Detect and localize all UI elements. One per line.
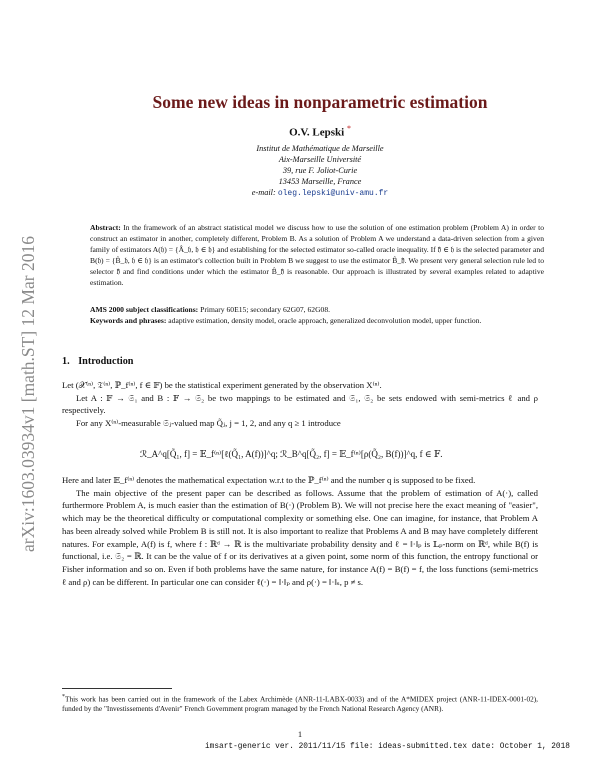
paper-title: Some new ideas in nonparametric estimation — [152, 92, 488, 112]
paragraph: Here and later 𝔼_f⁽ⁿ⁾ denotes the mathematical expectation w.r.t to the ℙ_f⁽ⁿ⁾ and the number q is supposed to be fixed. — [62, 475, 476, 485]
footnote — [62, 692, 538, 714]
abstract — [90, 223, 544, 288]
author-name — [60, 124, 580, 139]
email-line — [60, 187, 580, 199]
affiliation-line: 13453 Marseille, France — [278, 177, 362, 186]
arxiv-id-text: arXiv:1603.03934v1 [math.ST] 12 Mar 2016 — [18, 236, 38, 552]
footnote-text: This work has been carried out in the framework of the Labex Archimède (ANR-11-LABX-0033) and of the A*MIDEX project (ANR-11-IDEX-0001-02), funded by the "Investissements d'Avenir" French Government program managed by the French National Research Agency (ANR). — [62, 694, 538, 714]
ams-label: AMS 2000 subject classifications: — [90, 305, 199, 314]
intro-paragraphs-bottom — [62, 474, 538, 588]
affiliation-line: 39, rue F. Joliot-Curie — [282, 166, 358, 175]
affiliation-line: Institut de Mathématique de Marseille — [256, 144, 384, 153]
classification-block — [90, 305, 544, 327]
paragraph: Let A : 𝔽 → 𝔖₁ and B : 𝔽 → 𝔖₂ be two mappings to be estimated and 𝔖₁, 𝔖₂ be sets endowed with semi-metrics ℓ and ρ respectively. — [62, 392, 538, 416]
keywords — [90, 316, 544, 327]
imsart-footer: imsart-generic ver. 2011/11/15 file: ideas-submitted.tex date: October 1, 2018 — [205, 743, 570, 751]
keywords-text: adaptive estimation, density model, oracle approach, generalized deconvolution model, upper function. — [168, 315, 482, 325]
section-heading — [62, 356, 133, 367]
email-link[interactable]: oleg.lepski@univ-amu.fr — [277, 189, 389, 198]
footnote-mark: * — [62, 694, 65, 700]
intro-paragraphs-top — [62, 379, 538, 430]
abstract-label: Abstract: — [90, 223, 121, 232]
arxiv-identifier — [8, 176, 44, 612]
affiliation-line: Aix-Marseille Université — [278, 155, 362, 164]
paragraph: The main objective of the present paper can be described as follows. Assume that the problem of estimation of A(·), called furthermore Problem A, is much easier than the estimation of B(·) (Problem B). We will not precise here the exact meaning of "easier", which may be the theoretical difficulty or computational complexity or something else. One can imagine, for instance, that Problem A has been already solved while Problem B is still not. It is also important to realize that Problems A and B may have completely different natures. For example, A(f) is f, where f : ℝᵈ → ℝ is the multivariate probability density and ℓ = ‖·‖ₚ is 𝕃ₚ-norm on ℝᵈ, while B(f) is functional, i.e. 𝔖₂ = ℝ. It can be the value of f or its derivatives at a given point, some norm of this function, the entropy functional or Fisher information and so on. Even if both problems have the same nature, for instance A(f) = B(f) = f, the loss functions (semi-metrics ℓ and ρ) can be different. In particular one can consider ℓ(·) = ‖·‖ₚ and ρ(·) = ‖·‖ₛ, p ≠ s. — [62, 487, 538, 587]
ams-text: Primary 60E15; secondary 62G07, 62G08. — [200, 305, 331, 314]
abstract-text: In the framework of an abstract statistical model we discuss how to use the solution of one estimation problem (Problem A) in order to construct an estimator in another, completely different, Problem B. As a solution of Problem A we understand a data-driven selection from a given family of estimators A(𝔥) = {Â_𝔥, 𝔥 ∈ 𝔥} and establishing for the selected estimator so-called oracle inequality. If 𝔥̂ ∈ 𝔥 is the selected parameter and B(𝔥) = {B̂_𝔥, 𝔥 ∈ 𝔥} is an estimator's collection built in Problem B we suggest to use the estimator B̂_𝔥̂. We present very general selection rule led to selector 𝔥̂ and find conditions under which the estimator B̂_𝔥̂ is reasonable. Our approach is illustrated by several examples related to adaptive estimation. — [90, 223, 544, 287]
display-equation: ℛ_A^q[Q̃₁, f] = 𝔼_f⁽ⁿ⁾[ℓ(Q̃₁, A(f))]^q; ℛ_B^q[Q̃₂, f] = 𝔼_f⁽ⁿ⁾[ρ(Q̃₂, B(f))]^q, f ∈ 𝔽. — [140, 449, 443, 459]
page-number: 1 — [297, 729, 303, 739]
paragraph: Let (𝒳⁽ⁿ⁾, 𝔗⁽ⁿ⁾, ℙ_f⁽ⁿ⁾, f ∈ 𝔽) be the statistical experiment generated by the observation X⁽ⁿ⁾. — [62, 380, 382, 390]
ams-classification — [90, 305, 544, 316]
author-text: O.V. Lepski — [289, 126, 345, 139]
section-number: 1. — [62, 356, 70, 367]
keywords-label: Keywords and phrases: — [90, 315, 167, 325]
email-label: e-mail: — [251, 188, 276, 197]
author-footnote-mark[interactable]: * — [346, 124, 351, 133]
footnote-rule — [62, 688, 172, 689]
paragraph: For any X⁽ⁿ⁾-measurable 𝔖ⱼ-valued map Q̃ⱼ, j = 1, 2, and any q ≥ 1 introduce — [76, 418, 341, 429]
section-title: Introduction — [78, 356, 134, 367]
affiliation-block — [60, 143, 580, 199]
